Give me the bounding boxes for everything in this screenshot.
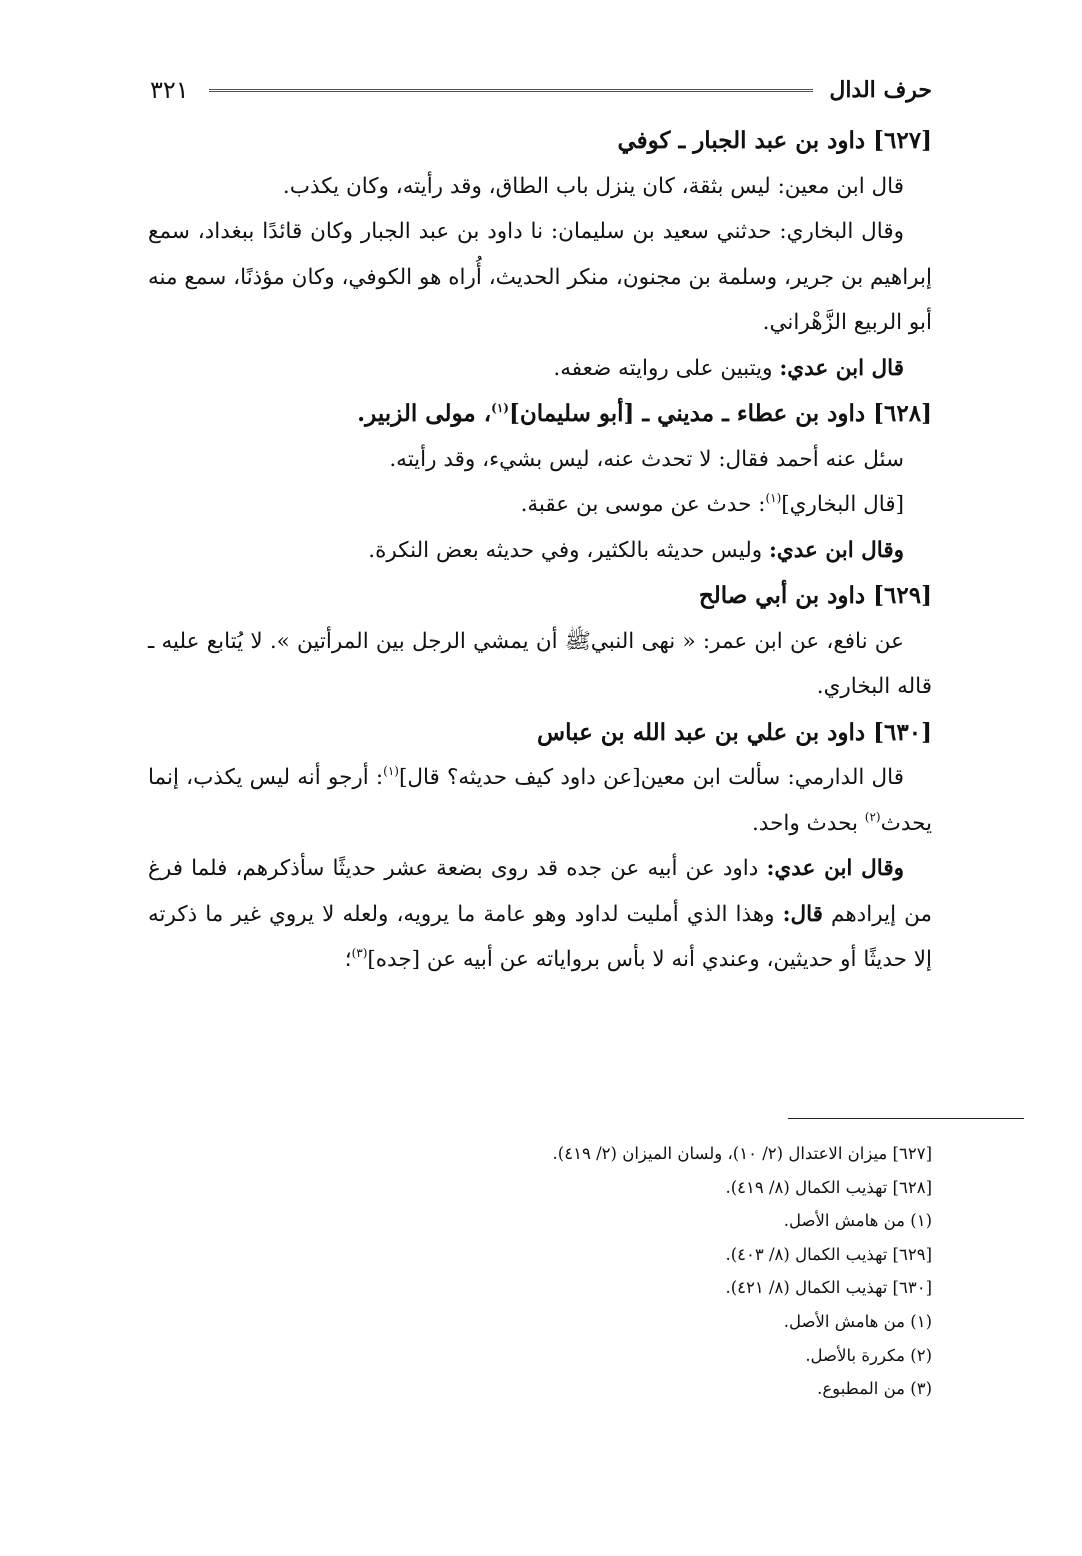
footnote-ref: (١) [765,491,782,505]
footnote: (٣) من المطبوع. [817,1379,932,1399]
paragraph [148,846,932,983]
paragraph-text: داود عن أبيه عن جده قد روى بضعة عشر حديثًا سأذكرهم، فلما فرغ من إيرادهم [148,856,932,927]
entry-heading: [٦٣٠] داود بن علي بن عبد الله بن عباس [537,718,932,746]
paragraph-text: : أرجو أنه ليس يكذب، إنما يحدث [148,765,932,836]
main-text [148,118,932,983]
chapter-title: حرف الدال [829,77,932,103]
speaker-label: قال: [782,901,823,927]
paragraph-text: قال الدارمي: سألت ابن معين[عن داود كيف حديثه؟ قال] [398,765,904,790]
paragraph-text: وليس حديثه بالكثير، وفي حديثه بعض النكرة. [368,537,769,563]
footnote: [٦٣٠] تهذيب الكمال (٨/ ٤٢١). [725,1278,932,1298]
footnote-ref: (١) [491,401,509,415]
speaker-label: قال ابن عدي: [779,355,904,381]
entry-heading [148,391,932,437]
paragraph: عن نافع، عن ابن عمر: « نهى النبيﷺ أن يمشي الرجل بين المرأتين ». لا يُتابع عليه ـ قاله البخاري. [148,628,932,699]
heading-text: ، مولى الزبير. [357,400,492,427]
footnote: (١) من هامش الأصل. [783,1311,932,1331]
footnote: [٦٢٧] ميزان الاعتدال (٢/ ١٠)، ولسان الميزان (٢/ ٤١٩). [552,1144,932,1163]
entry-heading: [٦٢٩] داود بن أبي صالح [698,582,932,609]
paragraph [148,755,932,846]
footnote: [٦٢٨] تهذيب الكمال (٨/ ٤١٩). [725,1177,932,1197]
paragraph-text: وهذا الذي أمليت لداود وهو عامة ما يرويه، ولعله لا يروي غير ما ذكرته إلا حديثًا أو حديثين، وعندي أنه لا بأس برواياته عن أبيه عن [جده] [148,901,932,972]
footnote-ref: (٣) [351,946,368,960]
running-header [150,72,932,108]
heading-text: [٦٢٨] داود بن عطاء ـ مديني ـ [أبو سليمان] [508,400,932,427]
footnote-ref: (٢) [864,809,881,824]
speaker-label: وقال ابن عدي: [768,537,904,563]
paragraph: سئل عنه أحمد فقال: لا تحدث عنه، ليس بشيء، وقد رأيته. [389,446,904,472]
footnote: [٦٢٩] تهذيب الكمال (٨/ ٤٠٣). [725,1244,932,1264]
paragraph: قال ابن معين: ليس بثقة، كان ينزل باب الطاق، وقد رأيته، وكان يكذب. [282,173,904,199]
footnote-separator [788,1118,1024,1119]
paragraph [148,346,932,392]
paragraph-text: [قال البخاري] [781,492,904,517]
footnote: (١) من هامش الأصل. [783,1211,932,1231]
page-number: ٣٢١ [150,76,189,104]
header-rule [209,89,814,92]
paragraph-text: بحدث واحد. [751,810,865,836]
paragraph [148,528,932,574]
footnotes-list [150,1137,932,1406]
paragraph-text: : حدث عن موسى بن عقبة. [520,492,766,517]
paragraph: وقال البخاري: حدثني سعيد بن سليمان: نا داود بن عبد الجبار وكان قائدًا ببغداد، سمع إبراهيم بن جرير، وسلمة بن مجنون، منكر الحديث، أُراه هو الكوفي، وكان مؤذنًا، سمع منه أبو الربيع الزَّهْراني. [148,219,932,335]
paragraph-text: ؛ [344,947,352,972]
footnote: (٢) مكررة بالأصل. [805,1345,932,1365]
entry-heading: [٦٢٧] داود بن عبد الجبار ـ كوفي [617,127,932,154]
footnote-ref: (١) [383,764,399,778]
paragraph-text: ويتبين على روايته ضعفه. [553,355,780,381]
speaker-label: وقال ابن عدي: [766,856,904,881]
paragraph [148,482,932,528]
